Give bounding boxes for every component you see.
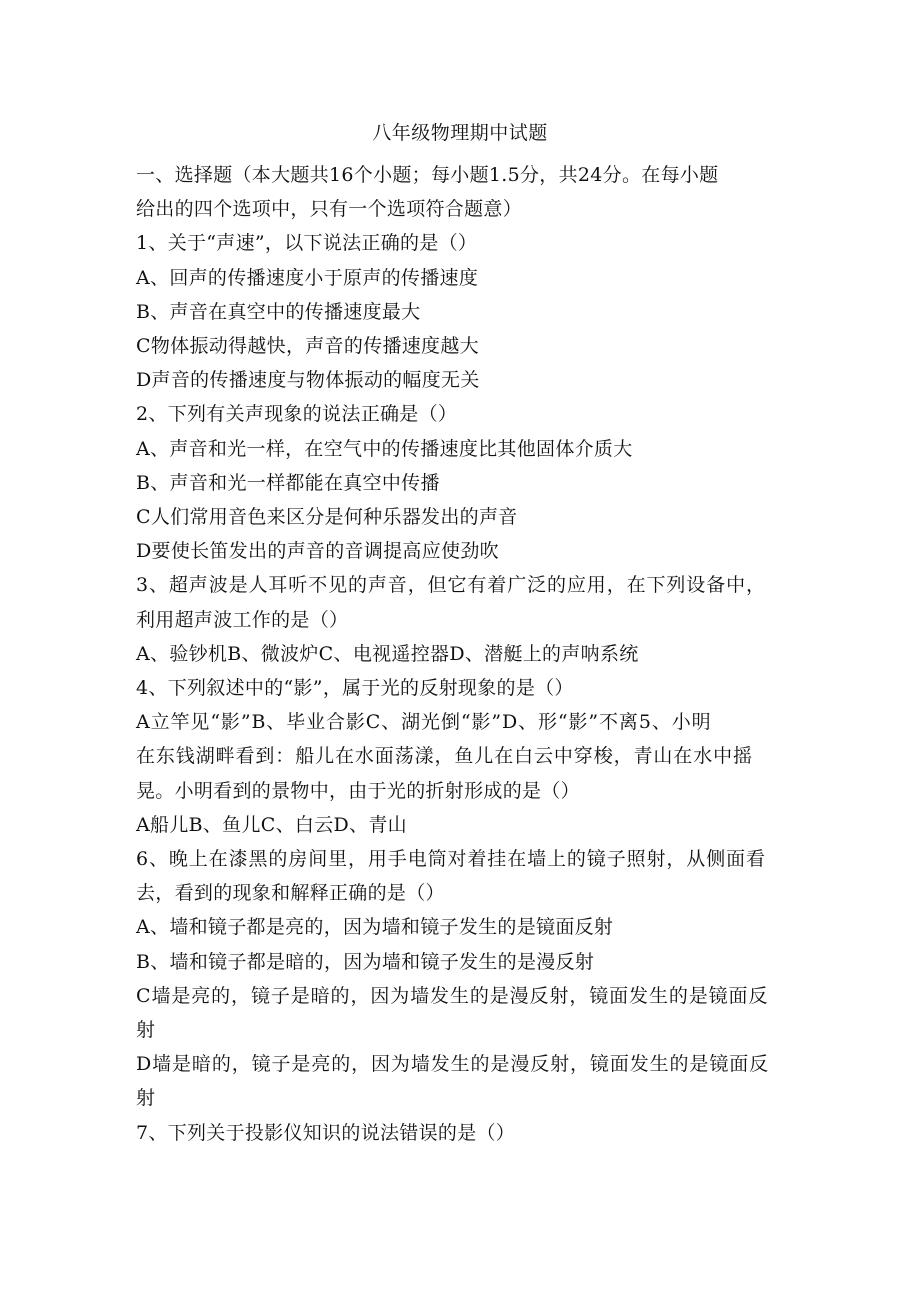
question-6-stem-line-1: 6、晚上在漆黑的房间里，用手电筒对着挂在墙上的镜子照射，从侧面看 [136,848,766,871]
question-1-stem: 1、关于“声速”，以下说法正确的是（） [136,232,478,255]
question-6-option-a: A、墙和镜子都是亮的，因为墙和镜子发生的是镜面反射 [136,916,614,939]
question-2-option-c: C人们常用音色来区分是何种乐器发出的声音 [136,506,518,529]
question-3-options: A、验钞机B、微波炉C、电视遥控器D、潜艇上的声呐系统 [136,642,639,665]
question-1-option-d: D声音的传播速度与物体振动的幅度无关 [136,369,480,392]
question-2-stem: 2、下列有关声现象的说法正确是（） [136,403,458,426]
question-5-stem-line-3: 晃。小明看到的景物中，由于光的折射形成的是（） [136,779,580,802]
question-6-option-c-line-1: C墙是亮的，镜子是暗的，因为墙发生的是漫反射，镜面发生的是镜面反 [136,984,769,1007]
question-5-options: A船儿B、鱼儿C、白云D、青山 [136,813,407,836]
question-3-stem-line-2: 利用超声波工作的是（） [136,608,349,631]
question-7-stem: 7、下列关于投影仪知识的说法错误的是（） [136,1121,516,1144]
question-6-option-d-line-2: 射 [136,1087,156,1110]
section-heading-line-2: 给出的四个选项中，只有一个选项符合题意） [136,198,523,221]
question-4-options-question-5-start: A立竿见“影”B、毕业合影C、湖光倒“影”D、形“影”不离5、小明 [136,711,712,734]
question-4-stem: 4、下列叙述中的“影”，属于光的反射现象的是（） [136,677,574,700]
question-5-stem-line-2: 在东钱湖畔看到：船儿在水面荡漾，鱼儿在白云中穿梭，青山在水中摇 [136,745,753,768]
question-6-stem-line-2: 去，看到的现象和解释正确的是（） [136,882,445,905]
question-6-option-d-line-1: D墙是暗的，镜子是亮的，因为墙发生的是漫反射，镜面发生的是镜面反 [136,1053,770,1076]
question-3-stem-line-1: 3、超声波是人耳听不见的声音，但它有着广泛的应用，在下列设备中， [136,574,766,597]
question-6-option-b: B、墙和镜子都是暗的，因为墙和镜子发生的是漫反射 [136,950,595,973]
question-6-option-c-line-2: 射 [136,1019,156,1042]
question-1-option-b: B、声音在真空中的传播速度最大 [136,300,421,323]
question-1-option-c: C物体振动得越快，声音的传播速度越大 [136,335,479,358]
question-2-option-b: B、声音和光一样都能在真空中传播 [136,471,440,494]
exam-title: 八年级物理期中试题 [372,122,548,144]
question-2-option-d: D要使长笛发出的声音的音调提高应使劲吹 [136,540,499,563]
question-2-option-a: A、声音和光一样，在空气中的传播速度比其他固体介质大 [136,437,633,460]
exam-body [136,158,786,1150]
question-1-option-a: A、回声的传播速度小于原声的传播速度 [136,266,479,289]
section-heading-line-1: 一、选择题（本大题共16个小题；每小题1.5分，共24分。在每小题 [136,164,719,186]
